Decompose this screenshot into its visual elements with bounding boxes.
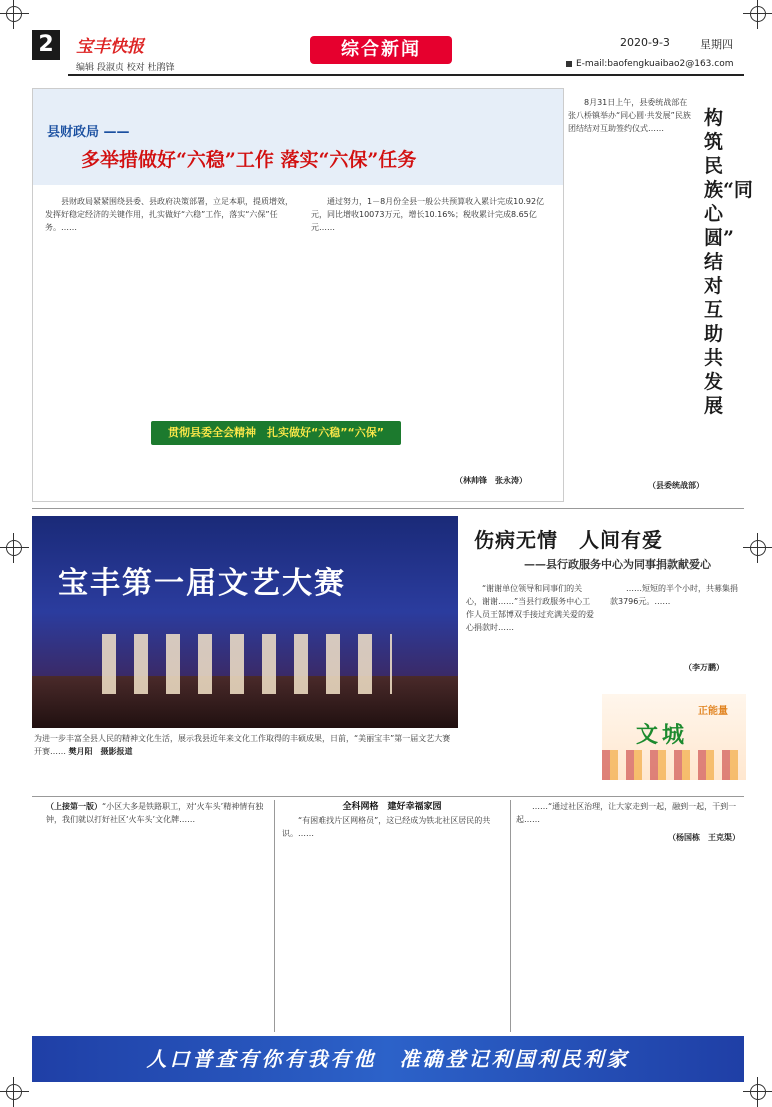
lead-article <box>32 88 564 502</box>
lead-banner-text: 贯彻县委全会精神 扎实做好“六稳”“六保” <box>168 426 384 439</box>
donation-paragraph: “谢谢单位领导和同事们的关心，谢谢……”当县行政服务中心工作人员王郜博双手接过充满关爱的爱心捐款时…… <box>466 584 594 632</box>
side-article-text <box>568 96 694 135</box>
side-headline: 构筑民族“同心圆” 结对互助共发展 <box>704 107 753 417</box>
wencheng-illustration <box>602 694 746 780</box>
editor-credits: 编辑 段淑贞 校对 杜鹃锋 <box>76 63 175 73</box>
column-divider <box>274 800 275 1032</box>
donation-paragraph: ……短短的半个小时，共募集捐款3796元。…… <box>610 584 738 606</box>
photo-caption <box>34 732 458 758</box>
column-divider <box>510 800 511 1032</box>
issue-weekday: 星期四 <box>700 38 733 51</box>
lead-paragraph: 通过努力，1－8月份全县一般公共预算收入累计完成10.92亿元，同比增收10073万元，增长10.16%；税收累计完成8.65亿元…… <box>311 197 545 232</box>
performer-group <box>102 634 392 694</box>
contact-email: E-mail:baofengkuaibao2@163.com <box>576 59 734 69</box>
event-photo <box>32 516 458 728</box>
lead-column-1 <box>45 195 295 234</box>
masthead <box>32 30 744 78</box>
lead-paragraph: 县财政局紧紧围绕县委、县政府决策部署，立足本职，提质增效，发挥好稳定经济的关键作用，扎实做好“六稳”工作，落实“六保”任务。…… <box>45 197 293 232</box>
wencheng-subtitle: 正能量 <box>698 706 728 717</box>
continued-paragraph: ……“通过社区治理，让大家走到一起，融到一起，干到一起…… <box>516 802 737 824</box>
continued-byline: （杨国栋 王克渠） <box>668 833 740 842</box>
donation-headline: 伤病无情 人间有爱 <box>474 528 663 552</box>
continued-column-3 <box>516 800 740 843</box>
crop-mark <box>6 540 22 556</box>
footer-slogan: 人口普查有你有我有他 准确登记利国利民利家 <box>146 1047 630 1071</box>
continued-column-2 <box>282 800 502 840</box>
envelope-icon <box>566 61 572 67</box>
continued-subhead: 全科网格 建好幸福家园 <box>342 802 442 812</box>
lead-kicker: 县财政局 —— <box>47 125 130 140</box>
caption-text: 为进一步丰富全县人民的精神文化生活，展示我县近年来文化工作取得的丰硕成果，日前，“美丽宝丰”第一届文艺大赛开赛…… 樊月阳 摄影报道 <box>34 734 451 756</box>
footer-slogan-band <box>32 1036 744 1082</box>
side-byline: （县委统战部） <box>648 481 704 490</box>
section-title: 综合新闻 <box>341 39 421 60</box>
wencheng-logo: 文城 <box>636 723 689 748</box>
continued-column-1 <box>46 800 268 826</box>
masthead-rule <box>68 74 744 76</box>
horizontal-divider <box>32 796 744 797</box>
section-banner <box>310 36 452 64</box>
lead-column-2 <box>311 195 551 234</box>
lead-byline: （林帅锋 张永涛） <box>455 476 527 485</box>
crop-mark <box>750 6 766 22</box>
donation-column-1 <box>466 582 596 634</box>
issue-date: 2020-9-3 <box>620 36 670 49</box>
page-number: 2 <box>32 30 60 60</box>
paper-name: 宝丰快报 <box>76 37 144 57</box>
stage-banner-text: 宝丰第一届文艺大赛 <box>58 566 346 601</box>
continued-paragraph: “有困难找片区网格员”，这已经成为铁北社区居民的共识。…… <box>282 816 491 838</box>
donation-byline: （李万鹏） <box>684 663 724 672</box>
continued-article <box>34 800 744 1032</box>
side-paragraph: 8月31日上午，县委统战部在张八桥镇举办“同心圆·共发展”民族团结结对互助签约仪式…… <box>568 98 691 133</box>
crop-mark <box>6 1084 22 1100</box>
side-article <box>568 88 753 500</box>
crop-mark <box>750 1084 766 1100</box>
lead-banner <box>151 421 401 445</box>
figure-silhouettes <box>602 750 746 780</box>
donation-column-2 <box>610 582 744 608</box>
crop-mark <box>6 6 22 22</box>
lead-headline: 多举措做好“六稳”工作 落实“六保”任务 <box>81 149 417 171</box>
crop-mark <box>750 540 766 556</box>
donation-subheadline: ——县行政服务中心为同事捐款献爱心 <box>524 558 711 571</box>
horizontal-divider <box>32 508 744 509</box>
donation-article <box>466 516 746 792</box>
continued-paragraph: （上接第一版）“小区大多是铁路职工，对‘火车头’精神情有独钟，我们就以打好社区‘火车头’文化牌…… <box>46 802 264 824</box>
